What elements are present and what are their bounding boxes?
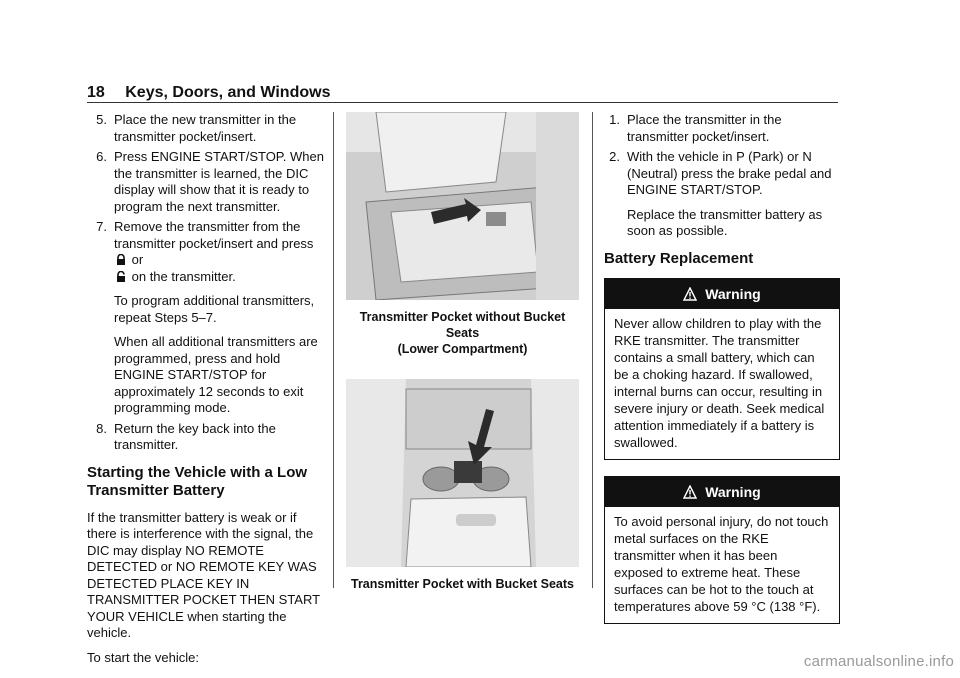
step-number: 8. xyxy=(96,420,107,436)
column-2 xyxy=(346,112,579,592)
figure-caption: Transmitter Pocket without Bucket Seats xyxy=(359,310,566,340)
section-heading: Starting the Vehicle with a Low Transmitter Battery xyxy=(87,463,308,499)
header-rule xyxy=(87,102,838,103)
warning-icon xyxy=(683,287,697,301)
paragraph: If the transmitter battery is weak or if there is interference with the signal, the DIC may display NO REMOTE DETECTED or NO REMOTE KEY WAS DETECTED PLACE KEY IN TRANSMITTER POCKET THEN START YOUR VEHICLE when starting the vehicle. xyxy=(87,509,320,640)
step-number: 7. xyxy=(96,219,107,234)
warning-title: Warning xyxy=(705,483,761,500)
warning-text: To avoid personal injury, do not touch metal surfaces on the RKE transmitter when it has been exposed to extreme heat. These surfaces can be hot to the touch at temperatures above 59 °C (138 °F). xyxy=(614,513,829,614)
step-text: Press ENGINE START/STOP. When the transmitter is learned, the DIC display will show that it is ready to program the next transmitter. xyxy=(114,149,324,214)
step-number: 5. xyxy=(96,112,107,127)
step-note: Replace the transmitter battery as soon as possible. xyxy=(627,206,823,238)
warning-icon xyxy=(683,485,697,499)
warning-box xyxy=(604,476,840,624)
paragraph: To start the vehicle: xyxy=(87,649,199,665)
warning-text: Never allow children to play with the RKE transmitter. The transmitter contains a small battery, which can be a choking hazard. If swallowed, internal burns can occur, resulting in severe injury or death. Seek medical attention immediately if a battery is swallowed. xyxy=(614,315,825,450)
figure-caption: Transmitter Pocket with Bucket Seats xyxy=(351,577,574,591)
step-text: Place the transmitter in the transmitter pocket/insert. xyxy=(627,112,782,144)
step-note: To program additional transmitters, repeat Steps 5–7. xyxy=(114,293,315,325)
warning-box xyxy=(604,278,840,460)
step-text: Place the new transmitter in the transmitter pocket/insert. xyxy=(114,112,297,144)
warning-title: Warning xyxy=(705,285,761,302)
column-3 xyxy=(604,112,840,624)
section-title: Keys, Doors, and Windows xyxy=(125,84,331,101)
step-text: on the transmitter. xyxy=(131,268,236,284)
column-divider-left xyxy=(333,112,334,588)
page-number: 18 xyxy=(87,84,105,101)
column-divider-right xyxy=(592,112,593,588)
step-text: Remove the transmitter from the transmitter pocket/insert and press xyxy=(114,219,314,251)
step-8 xyxy=(87,421,325,454)
section-heading: Battery Replacement xyxy=(604,249,754,267)
unlock-icon xyxy=(116,271,126,282)
step-5 xyxy=(87,112,325,145)
warning-header xyxy=(605,477,839,507)
step-text: or xyxy=(131,252,144,267)
photo-transmitter-pocket-lower-compartment xyxy=(346,112,579,300)
warning-header xyxy=(605,279,839,309)
figure-caption: (Lower Compartment) xyxy=(397,342,528,356)
step-text: With the vehicle in P (Park) or N (Neutral) press the brake pedal and ENGINE START/STOP. xyxy=(627,149,832,197)
step-7 xyxy=(87,219,325,417)
step-1 xyxy=(604,112,840,145)
column-1 xyxy=(87,112,325,674)
step-text: Return the key back into the transmitter. xyxy=(114,420,276,452)
watermark-link[interactable]: carmanualsonline.info xyxy=(803,653,954,670)
step-note: When all additional transmitters are programmed, press and hold ENGINE START/STOP for approximately 12 seconds to exit programming mode. xyxy=(114,334,318,415)
step-6 xyxy=(87,149,325,215)
step-number: 2. xyxy=(609,149,620,164)
photo-transmitter-pocket-bucket-seats xyxy=(346,379,579,567)
page-header xyxy=(87,84,837,102)
step-number: 1. xyxy=(609,112,620,127)
step-number: 6. xyxy=(96,149,107,164)
lock-icon xyxy=(116,254,126,265)
step-2 xyxy=(604,149,840,240)
